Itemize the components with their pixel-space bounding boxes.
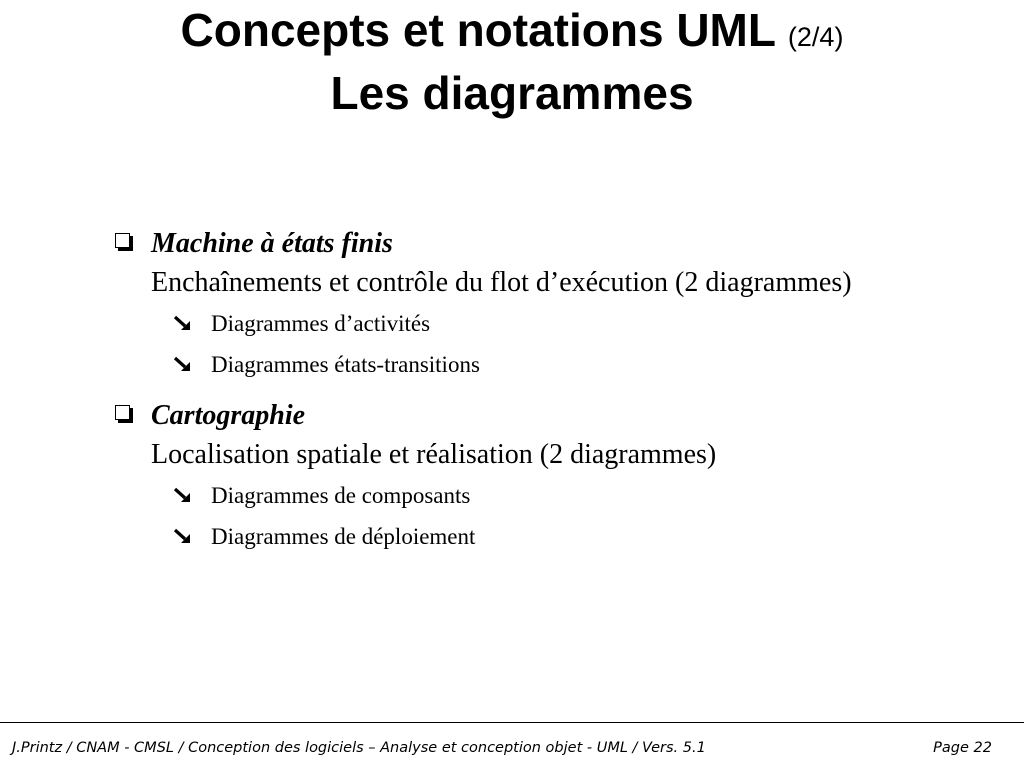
section-header (113, 225, 1018, 263)
list-item-label: Diagrammes de déploiement (211, 524, 476, 549)
checkbox-icon (115, 233, 130, 248)
section-title: Cartographie (151, 400, 306, 431)
footer-divider (0, 722, 1024, 723)
section-description: Enchaînements et contrôle du flot d’exécution (2 diagrammes) (151, 267, 852, 298)
arrow-down-right-icon (173, 487, 193, 505)
list-item (113, 344, 1018, 385)
page-number: Page 22 (933, 740, 992, 756)
section-description: Localisation spatiale et réalisation (2 diagrammes) (151, 439, 717, 470)
list-item (113, 516, 1018, 557)
list-item-label: Diagrammes états-transitions (211, 352, 480, 377)
list-item (113, 303, 1018, 344)
list-item-label: Diagrammes de composants (211, 483, 471, 508)
title-main: Concepts et notations UML (180, 4, 776, 56)
sub-list (113, 475, 1018, 557)
footer-credits: J.Printz / CNAM - CMSL / Conception des logiciels – Analyse et conception objet - UML / Vers. 5.1 (12, 740, 706, 756)
arrow-down-right-icon (173, 528, 193, 546)
arrow-down-right-icon (173, 356, 193, 374)
list-item (113, 475, 1018, 516)
section-title: Machine à états finis (151, 228, 393, 259)
section-cartographie (113, 397, 1018, 557)
arrow-down-right-icon (173, 315, 193, 333)
title-subtitle: Les diagrammes (330, 67, 694, 119)
section-machine-etats (113, 225, 1018, 385)
slide-title (0, 4, 1024, 123)
section-header (113, 397, 1018, 435)
title-suffix: (2/4) (787, 22, 844, 52)
title-line (0, 4, 1024, 63)
list-item-label: Diagrammes d’activités (211, 311, 431, 336)
sub-list (113, 303, 1018, 385)
checkbox-icon (115, 405, 130, 420)
